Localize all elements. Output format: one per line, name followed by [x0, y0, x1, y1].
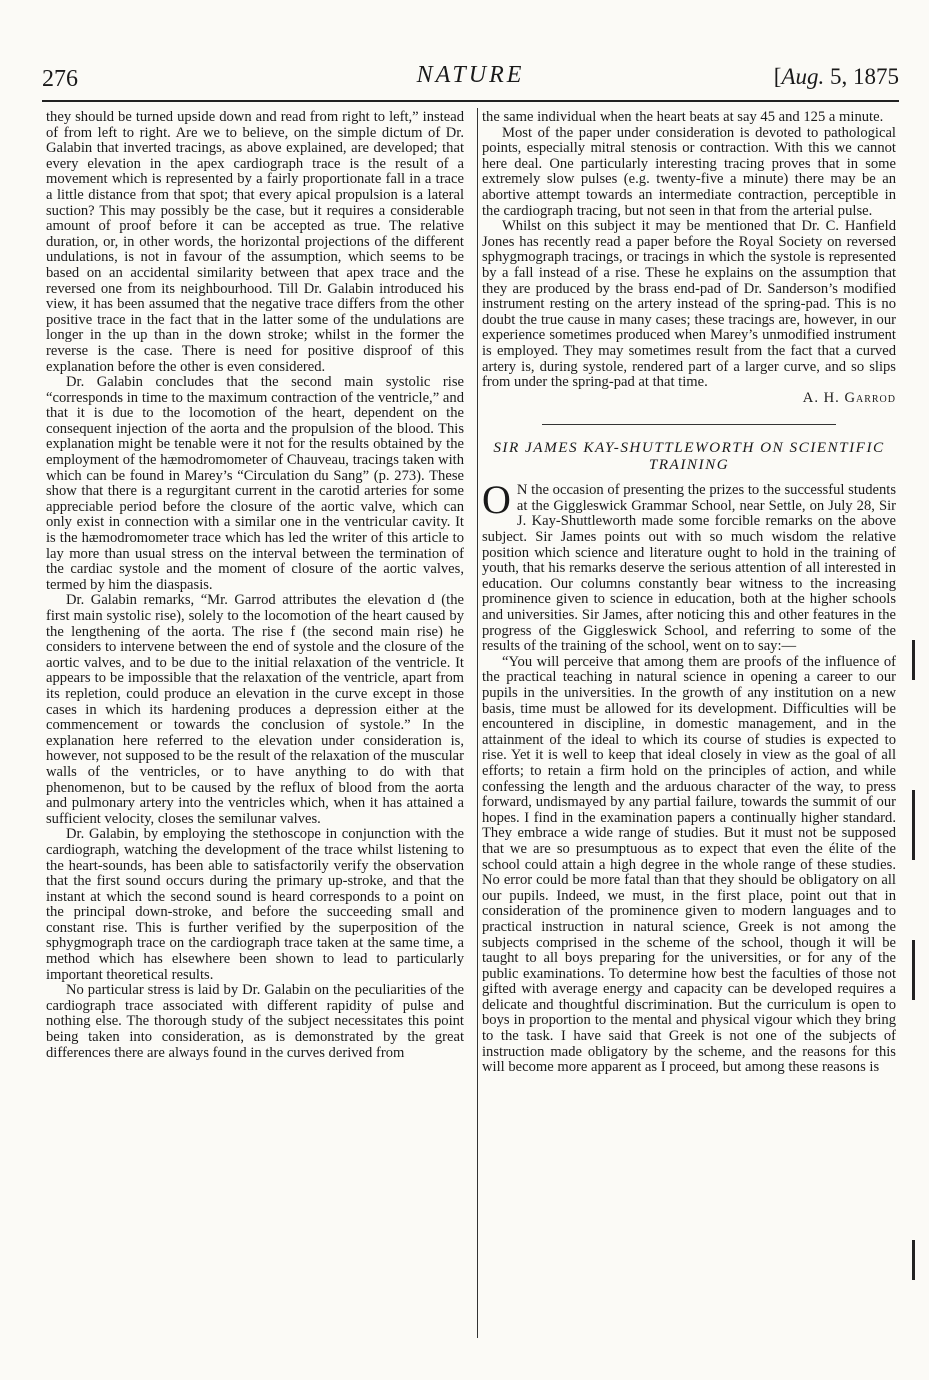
author-signature: A. H. Garrod	[802, 389, 896, 406]
date-bracket: [	[773, 64, 782, 89]
margin-mark	[912, 940, 915, 1000]
first-paragraph-text: N the occasion of presenting the prizes to the successful students at the Giggleswick Grammar School, near Settle, on July 28, Sir J. Kay-Shuttleworth made some forcible remarks on the above subject. Sir James points out with so much wisdom the relative position which science and literature ought to hold in the training of youth, that his remarks deserve the serious attention of all interested in education. Our columns constantly bear witness to the increasing prominence given to science in education, both at the higher schools and universities. Sir James, after noticing this and other features in the progress of the Giggleswick School, and referring to some of the results of the training of the school, went on to say:—	[482, 482, 896, 655]
margin-mark	[912, 790, 915, 860]
issue-date	[774, 64, 899, 90]
paragraph: Dr. Galabin concludes that the second main systolic rise “corresponds in time to the maximum contraction of the ventricle,” and that it is due to the locomotion of the heart, dependent on the consequent injection of the aorta and the propulsion of the blood. This explanation might be tenable were it not for the results obtained by the employment of the hæmodromometer of Chauveau, tracings taken with which can be found in Marey’s “Circulation du Sang” (p. 273). These show that there is a regurgitant current in the carotid arteries for some appreciable period before the closure of the aortic valve, which can only exist in connection with a similar one in the ventricular cavity. It is the hæmodromometer trace which has led the writer of this article to lay more than usual stress on the interval between the termination of the cardiac systole and the moment of closure of the aortic valves, termed by him the diaspasis.	[46, 374, 464, 593]
paragraph: No particular stress is laid by Dr. Galabin on the peculiarities of the cardiograph trace associated with different rapidity of pulse and nothing else. The thorough study of the subject necessitates this point being taken into consideration, as is demonstrated by the great differences there are always found in the curves derived from	[46, 982, 464, 1061]
article-first-paragraph	[482, 477, 896, 655]
drop-cap: O	[482, 477, 511, 523]
margin-mark	[912, 640, 915, 680]
paragraph: the same individual when the heart beats at say 45 and 125 a minute.	[482, 109, 884, 125]
article-title: SIR JAMES KAY-SHUTTLEWORTH ON SCIENTIFIC TRAINING	[493, 439, 885, 474]
margin-mark	[912, 1240, 915, 1280]
paragraph: Most of the paper under consideration is devoted to pathological points, especially mitral stenosis or contraction. With this we cannot here deal. One particularly interesting tracing proves that in some extremely slow pulses (e.g. twenty-five a minute) there may be an abortive attempt towards an intermediate contraction, perceptible in the cardiograph tracing, but not seen in that from the arterial pulse.	[482, 124, 896, 219]
running-header	[42, 58, 899, 98]
page-number: 276	[42, 66, 78, 92]
paragraph: Dr. Galabin remarks, “Mr. Garrod attributes the elevation d (the first main systolic rise), solely to the locomotion of the heart caused by the lengthening of the aorta. The rise f (the second main rise) he considers to intervene between the end of systole and the closure of the aortic valves, and to be due to the initial relaxation of the ventricle. It appears to be impossible that the relaxation of the ventricle, apart from its repletion, could produce an elevation in the curve except in those cases in which its hardening produces a depression either at the commencement or towards the conclusion of systole.” In the explanation here referred to the elevation under consideration is, however, not supposed to be the result of the relaxation of the muscular walls of the ventricles, or to have anything to do with that phenomenon, but to be caused by the reflux of blood from the aorta and pulmonary artery into the ventricles which, when it has attained a sufficient velocity, closes the semilunar valves.	[46, 592, 464, 827]
date-rest: 5, 1875	[824, 64, 899, 89]
date-month: Aug.	[781, 64, 825, 89]
left-column	[46, 110, 464, 1061]
section-rule	[542, 424, 836, 425]
right-column	[482, 110, 896, 1076]
column-divider	[477, 108, 478, 1338]
quote-paragraph: “You will perceive that among them are proofs of the influence of the practical teaching in natural science in opening a career to our pupils in the universities. In the growth of any institution on a new basis, time must be allowed for its development. Difficulties will be encountered in discipline, in domestic management, and in the attainment of the ideal to which its course of studies is expected to rise. Yet it is well to keep that ideal closely in view as the goal of all efforts; to retain a firm hold on the principles of action, and while confessing the length and the arduous character of the way, to press forward, undismayed by any partial failure, towards the summit of our hopes. I find in the examination papers a continually higher standard. They embrace a wide range of studies. But it must not be supposed that we are so presumptuous as to expect that even the élite of the school could attain a high degree in the whole range of these studies. No error could be more fatal than that they should be obligatory on all our pupils. Indeed, we must, in the first place, point out that in consideration of the prominence given to modern languages and to practical instruction in natural science, Greek is not among the subjects comprised in the scheme of the school, though it will be taught to all boys preparing for the universities, or for any of the public examinations. To determine how best the faculties of those not gifted with average energy and capacity can be developed requires a delicate and thoughtful discrimination. But the curriculum is open to boys in proportion to the mental and physical vigour which they bring to the task. I have said that Greek is not one of the subjects of instruction made obligatory by the scheme, and the reasons for this will become more apparent as I proceed, but among these reasons is	[482, 653, 896, 1076]
journal-title: NATURE	[416, 62, 525, 88]
paragraph: Dr. Galabin, by employing the stethoscope in conjunction with the cardiograph, watching the development of the trace whilst listening to the heart-sounds, has been able to satisfactorily verify the observation that the first sound occurs during the primary up-stroke, and that the instant at which the second sound is heard corresponds to a point on the principal down-stroke, and before the succeeding small and constant rise. This is further verified by the superposition of the sphygmograph trace on the cardiograph trace taken at the same time, a method which has elsewhere been shown to lead to particularly important theoretical results.	[46, 826, 464, 983]
paragraph: they should be turned upside down and read from right to left,” instead of from left to right. Are we to believe, on the simple dictum of Dr. Galabin that inverted tracings, as above explained, are developed; that every elevation in the apex cardiograph trace is the result of a movement which is represented by a fairly proportionate fall in a trace a little distance from that spot; that every apical propulsion is a lateral suction? This may possibly be the case, but it requires a considerable amount of proof before it can be accepted as true. The relative duration, or, in other words, the horizontal projections of the different undulations, is not in favour of the assumption, which seems to be based on an accidental similarity between that apex trace and the reversed one from its neighbourhood. Till Dr. Galabin introduced his view, it has been assumed that the negative trace differs from the other positive trace in the fact that in the latter some of the undulations are longer in the up than in the down stroke; whilst in the former the reverse is the case. There is need for positive disproof of this explanation before the other is even considered.	[46, 109, 464, 375]
paragraph: Whilst on this subject it may be mentioned that Dr. C. Hanfield Jones has recently read a paper before the Royal Society on reversed sphygmograph tracings, or tracings in which the systole is represented by a fall instead of a rise. These he explains on the assumption that they are produced by the brass end-pad of Dr. Sanderson’s modified instrument resting on the artery instead of the spring-pad. This is no doubt the true cause in many cases; these tracings are, however, in our experience sometimes produced when Marey’s unmodified instrument is employed. They may sometimes result from the fact that a curved artery is, during systole, rendered part of a larger curve, and so slips from under the spring-pad at that time.	[482, 218, 896, 391]
header-rule	[42, 100, 899, 102]
